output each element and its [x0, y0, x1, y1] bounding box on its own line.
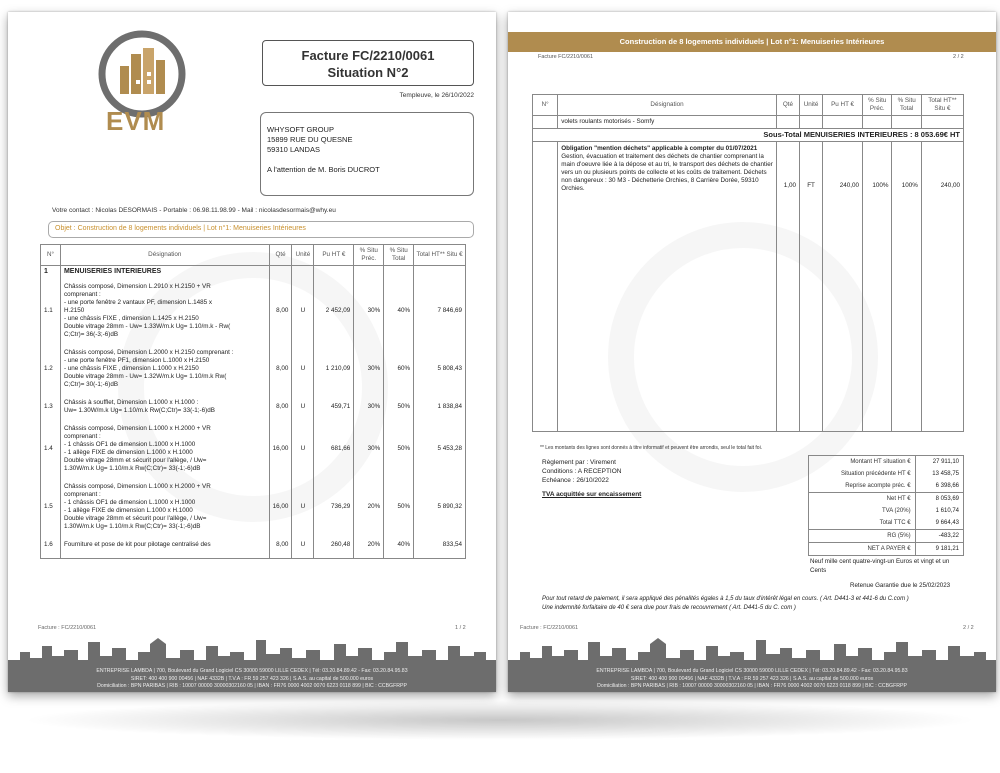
footer-reference: Facture : FC/2210/0061 [520, 625, 579, 631]
row-pu: 459,71 [314, 394, 354, 420]
invoice-number: Facture FC/2210/0061 [301, 48, 435, 63]
row-prev-pct: 20% [354, 478, 384, 536]
col-unit: Unité [292, 245, 314, 266]
table-row [41, 278, 466, 344]
row-total: 1 838,84 [414, 394, 466, 420]
col-qty: Qté [776, 95, 799, 116]
row-total: 5 453,28 [414, 420, 466, 478]
row-total: 240,00 [921, 142, 963, 432]
page-shadow [20, 700, 980, 740]
row-unit: U [292, 536, 314, 554]
invoice-date: Templeuve, le 26/10/2022 [399, 92, 474, 99]
row-pu: 681,66 [314, 420, 354, 478]
row-qty: 16,00 [269, 478, 292, 536]
row-pu: 736,29 [314, 478, 354, 536]
footer-siret: SIRET: 400 400 900 00456 | NAF 4332B | T.V.A : FR 59 257 423 326 | S.A.S. au capital de 500.000 euros [630, 675, 874, 682]
row-total: 7 846,69 [414, 278, 466, 344]
row-designation: Châssis composé, Dimension L.1000 x H.2000 + VR comprenant : - 1 châssis OF1 de dimension L.1000 x H.1000 - 1 allège FIXE de dimension L.1000 x H.1000 Double vitrage 28mm et sécurit pour l'allège, / Uw= 1.30W/m.k Ug= 1.10/m.k Rw(C;Ctr)= 33(-1;-6)dB [60, 420, 269, 478]
row-unit: U [292, 278, 314, 344]
payment-info [542, 458, 621, 485]
row-total: 5 808,43 [414, 344, 466, 394]
row-num: 1.6 [41, 536, 61, 554]
footer-address: ENTREPRISE LAMBDA | 700, Boulevard du Grand Logiciel CS 30000 59000 LILLE CEDEX | Tél: 03.20.84.89.42 - Fax: 03.20.84.95.83 [96, 668, 408, 674]
row-designation: Châssis composé, Dimension L.2910 x H.2150 + VR comprenant : - une porte fenêtre 2 vantaux PF, dimension L.1485 x H.2150 - une châssis FIXE , dimension L.1425 x H.2150 Double vitrage 28mm - Uw= 1.33W/m.k Ug= 1.10/m.k - Rw( C;Ctr)= 36(-3;-6)dB [60, 278, 269, 344]
table-header [533, 95, 964, 116]
row-unit: U [292, 344, 314, 394]
address-street: 15899 RUE DU QUESNE [267, 135, 353, 144]
address-attention: A l'attention de M. Boris DUCROT [267, 165, 380, 174]
footer-siret: SIRET: 400 400 900 00456 | NAF 4332B | T.V.A : FR 59 257 423 326 | S.A.S. au capital de 500.000 euros [130, 675, 374, 682]
footer-page-number: 1 / 2 [455, 625, 466, 631]
payment-due: Echéance : 26/10/2022 [542, 477, 609, 484]
row-num: 1.1 [41, 278, 61, 344]
col-pu: Pu HT € [314, 245, 354, 266]
row-total-pct: 100% [892, 142, 921, 432]
row-num: 1.4 [41, 420, 61, 478]
net-to-pay-row [809, 543, 964, 556]
row-designation [558, 142, 777, 432]
total-row [809, 456, 964, 469]
address-company: WHYSOFT GROUP [267, 125, 334, 134]
payment-conditions: Conditions : A RECEPTION [542, 468, 622, 475]
row-total-pct: 50% [384, 478, 414, 536]
row-prev-pct: 30% [354, 278, 384, 344]
total-value: 6 398,66 [915, 480, 963, 493]
total-row [809, 530, 964, 543]
row-title: Obligation "mention déchets" applicable à compter du 01/07/2021 [561, 145, 758, 152]
total-row [809, 468, 964, 480]
recipient-address [260, 112, 474, 196]
col-designation: Désignation [60, 245, 269, 266]
row-total-pct: 40% [384, 536, 414, 554]
company-footer-band [508, 666, 996, 692]
subtotal-text: Sous-Total MENUISERIES INTERIEURES : 8 053.69€ HT [533, 129, 964, 142]
row-designation: Châssis composé, Dimension L.2000 x H.2150 comprenant : - une porte fenêtre PF1, dimension L.1000 x H.2150 - une châssis FIXE , dimension L.1000 x H.2150 Double vitrage 28mm - Uw= 1.32W/m.k Ug= 1.10/m.k Rw( C;Ctr)= 30(-1;-6)dB [60, 344, 269, 394]
row-total: 5 890,32 [414, 478, 466, 536]
row-description: Gestion, évacuation et traitement des déchets de chantier comprenant la main d'oeuvre liée à la dépose et au tri, le transport des déchets de chantier vers un ou plusieurs points de collecte et les coûts de traitement. Déchets non dangereux : 30 M3 - Déchetterie Orchies, 8 Carrière Dorée, 59310 Orchies. [561, 153, 773, 192]
row-pu: 260,48 [314, 536, 354, 554]
row-qty: 16,00 [269, 420, 292, 478]
row-unit: U [292, 420, 314, 478]
total-value: 1 610,74 [915, 505, 963, 517]
invoice-page-2 [508, 12, 996, 692]
col-total-pct: % Situ Total [384, 245, 414, 266]
table-row [41, 478, 466, 536]
table-row [41, 344, 466, 394]
row-total-pct: 40% [384, 278, 414, 344]
col-total: Total HT** Situ € [921, 95, 963, 116]
row-unit: FT [799, 142, 822, 432]
city-skyline-icon [508, 634, 996, 670]
address-city: 59310 LANDAS [267, 145, 320, 154]
col-designation: Désignation [558, 95, 777, 116]
total-row [809, 505, 964, 517]
row-qty: 8,00 [269, 344, 292, 394]
total-value: 27 911,10 [915, 456, 963, 469]
section-num: 1 [41, 266, 61, 279]
col-num: N° [41, 245, 61, 266]
row-unit: U [292, 394, 314, 420]
row-designation: Châssis à soufflet, Dimension L.1000 x H.1000 : Uw= 1.30W/m.k Ug= 1.10/m.k Rw(C;Ctr)= 33(-1;-6)dB [60, 394, 269, 420]
total-row [809, 517, 964, 530]
table-row [41, 420, 466, 478]
total-label: Net HT € [809, 493, 916, 506]
row-total: 833,54 [414, 536, 466, 554]
footer-reference: Facture : FC/2210/0061 [38, 625, 97, 631]
table-row [41, 536, 466, 554]
subtotal-row [533, 129, 964, 142]
col-num: N° [533, 95, 558, 116]
table-row [533, 142, 964, 432]
amount-in-words: Neuf mille cent quatre-vingt-un Euros et vingt et un Cents [810, 558, 950, 574]
row-prev-pct: 30% [354, 344, 384, 394]
total-label: Total TTC € [809, 517, 916, 530]
city-skyline-icon [8, 634, 496, 670]
invoice-lines-table [40, 244, 466, 559]
section-row [41, 266, 466, 279]
footer-bank: Domiciliation : BPN PARIBAS | RIB : 10007 00000 30000302160 05 | IBAN : FR76 0000 4002 0070 6223 0118 899 | BIC : CCBGFRPP [97, 683, 407, 689]
footer-bank: Domiciliation : BPN PARIBAS | RIB : 10007 00000 30000302160 05 | IBAN : FR76 0000 4002 0070 6223 0118 899 | BIC : CCBGFRPP [597, 683, 907, 689]
invoice-lines-table-continued [532, 94, 964, 432]
total-value: -483,22 [915, 530, 963, 543]
row-num: 1.2 [41, 344, 61, 394]
total-row [809, 480, 964, 493]
company-footer-band [8, 666, 496, 692]
row-designation: volets roulants motorisés - Somfy [558, 116, 777, 129]
tva-mention: TVA acquittée sur encaissement [542, 491, 642, 498]
table-header [41, 245, 466, 266]
row-num: 1.3 [41, 394, 61, 420]
row-total-pct: 60% [384, 344, 414, 394]
table-row [533, 116, 964, 129]
row-pu: 1 210,09 [314, 344, 354, 394]
row-qty: 8,00 [269, 278, 292, 344]
total-label: RG (5%) [809, 530, 916, 543]
row-prev-pct: 100% [863, 142, 892, 432]
total-label: Montant HT situation € [809, 456, 916, 469]
col-qty: Qté [269, 245, 292, 266]
rounding-note: ** Les montants des lignes sont donnés à titre informatif et peuvent être arrondis, seul le total fait foi. [540, 445, 763, 451]
row-pu: 2 452,09 [314, 278, 354, 344]
col-total-pct: % Situ Total [892, 95, 921, 116]
col-total: Total HT** Situ € [414, 245, 466, 266]
retention-guarantee: Retenue Garantie due le 25/02/2023 [850, 582, 951, 589]
col-unit: Unité [799, 95, 822, 116]
situation-number: Situation N°2 [327, 65, 409, 80]
total-label: NET A PAYER € [809, 543, 916, 556]
page-header-bar: Construction de 8 logements individuels | Lot n°1: Menuiseries Intérieures [508, 32, 996, 52]
row-total-pct: 50% [384, 420, 414, 478]
footer-address: ENTREPRISE LAMBDA | 700, Boulevard du Grand Logiciel CS 30000 59000 LILLE CEDEX | Tél: 03.20.84.89.42 - Fax: 03.20.84.95.83 [596, 668, 908, 674]
object-line: Objet : Construction de 8 logements individuels | Lot n°1: Menuiseries Intérieures [48, 221, 474, 238]
row-prev-pct: 30% [354, 394, 384, 420]
penalties-line-2: Une indemnité forfaitaire de 40 € sera due pour frais de recouvrement ( Art. D441-5 du C. com ) [542, 604, 796, 611]
total-value: 8 053,69 [915, 493, 963, 506]
row-pu: 240,00 [823, 142, 863, 432]
row-total-pct: 50% [384, 394, 414, 420]
row-prev-pct: 30% [354, 420, 384, 478]
header-reference: Facture FC/2210/0061 [538, 54, 594, 60]
payment-mode: Règlement par : Virement [542, 459, 616, 466]
section-title: MENUISERIES INTERIEURES [60, 266, 269, 279]
contact-line: Votre contact : Nicolas DESORMAIS - Portable : 06.98.11.98.99 - Mail : nicolasdesormais@why.eu [52, 207, 336, 214]
totals-table [808, 455, 964, 556]
row-designation: Fourniture et pose de kit pour pilotage centralisé des [60, 536, 269, 554]
row-qty: 1,00 [776, 142, 799, 432]
penalties-text [542, 595, 909, 612]
table-row [41, 394, 466, 420]
footer-page-number: 2 / 2 [963, 625, 974, 631]
header-page-number: 2 / 2 [953, 54, 964, 60]
total-label: Situation précédente HT € [809, 468, 916, 480]
penalties-line-1: Pour tout retard de paiement, il sera appliqué des pénalités égales à 1,5 du taux d'intérêt légal en cours. ( Art. D441-3 et 441-6 du C.com ) [542, 596, 909, 602]
total-value: 9 664,43 [915, 517, 963, 530]
invoice-title-box [262, 40, 474, 86]
total-value: 13 458,75 [915, 468, 963, 480]
total-label: TVA (20%) [809, 505, 916, 517]
total-label: Reprise acompte préc. € [809, 480, 916, 493]
row-qty: 8,00 [269, 536, 292, 554]
row-unit: U [292, 478, 314, 536]
logo-text: EVM [106, 106, 166, 136]
row-prev-pct: 20% [354, 536, 384, 554]
total-value: 9 181,21 [915, 543, 963, 556]
row-designation: Châssis composé, Dimension L.1000 x H.2000 + VR comprenant : - 1 châssis OF1 de dimension L.1000 x H.1000 - 1 allège FIXE de dimension L.1000 x H.1000 Double vitrage 28mm et sécurit pour l'allège, / Uw= 1.30W/m.k Ug= 1.10/m.k Rw(C;Ctr)= 33(-1;-6)dB [60, 478, 269, 536]
total-row [809, 493, 964, 506]
col-prev-pct: % Situ Préc. [354, 245, 384, 266]
row-num: 1.5 [41, 478, 61, 536]
col-prev-pct: % Situ Préc. [863, 95, 892, 116]
col-pu: Pu HT € [823, 95, 863, 116]
invoice-page-1 [8, 12, 496, 692]
row-qty: 8,00 [269, 394, 292, 420]
